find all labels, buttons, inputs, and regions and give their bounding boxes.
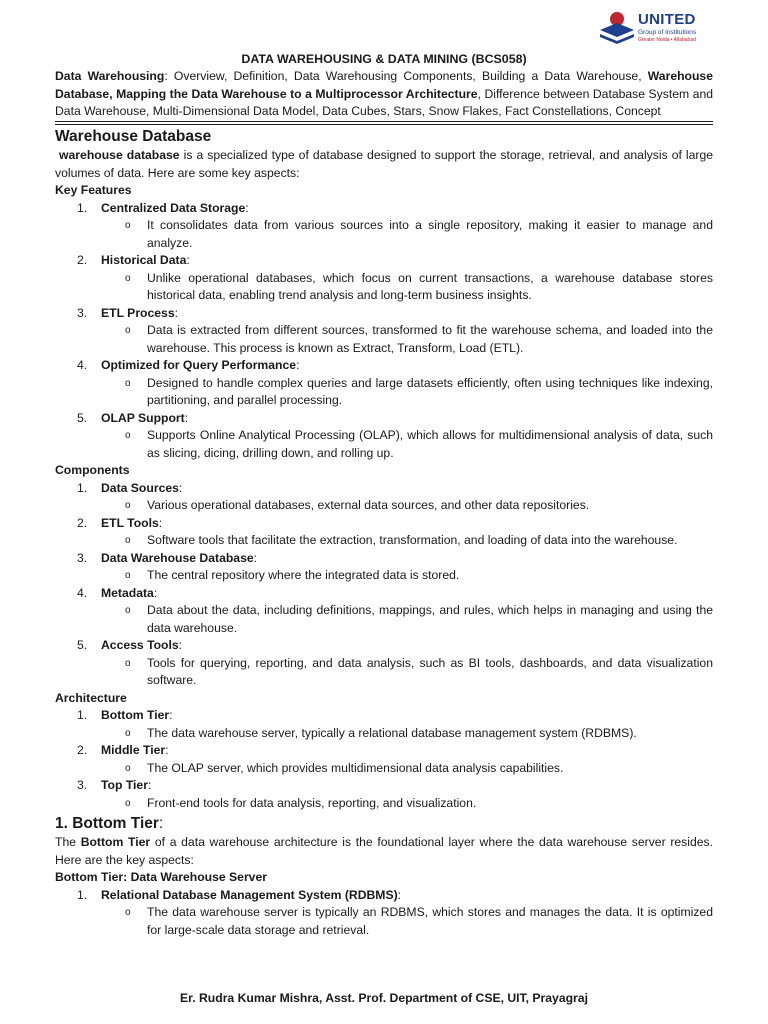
list-item — [55, 357, 713, 410]
architecture-list — [55, 707, 713, 812]
sub-list — [101, 322, 713, 357]
item-number: 1. — [77, 887, 88, 902]
sub-list — [101, 497, 713, 515]
sub-list — [101, 217, 713, 252]
intro-paragraph — [55, 147, 713, 182]
item-number: 4. — [77, 358, 88, 372]
item-number: 4. — [77, 585, 88, 600]
course-title: DATA WAREHOUSING & DATA MINING (BCS058) — [241, 52, 527, 66]
header-rule-thick — [55, 121, 713, 122]
sub-list-item — [101, 270, 713, 305]
list-item — [55, 305, 713, 358]
item-title-suffix: : — [397, 887, 402, 902]
sub-item-text: Various operational databases, external data sources, and other data repositories. — [147, 498, 590, 512]
intro-bold: warehouse database — [59, 148, 180, 162]
item-number: 2. — [77, 743, 88, 757]
page-content — [55, 127, 713, 939]
sub-list — [101, 427, 713, 462]
item-title-suffix: : — [147, 778, 152, 792]
circle-bullet-icon: o — [125, 907, 131, 918]
circle-bullet-icon: o — [125, 797, 131, 809]
sub-list — [101, 655, 713, 690]
list-item — [55, 887, 713, 940]
item-title: Top Tier — [101, 778, 148, 792]
bottom-tier-intro-bold: Bottom Tier — [80, 835, 151, 849]
sub-list-item — [101, 904, 713, 939]
circle-bullet-icon: o — [125, 377, 131, 389]
item-number: 5. — [77, 638, 88, 652]
logo-name: UNITED — [638, 11, 696, 28]
bottom-tier-intro-text: of a data warehouse architecture is the foundational layer where the data warehouse server resides. Here are the key aspects: — [55, 835, 713, 867]
item-title: Data Sources — [101, 480, 179, 495]
sub-list-item — [101, 375, 713, 410]
item-number: 1. — [77, 200, 88, 215]
institution-logo — [598, 10, 716, 46]
sub-list-item — [101, 427, 713, 462]
sub-item-text: It consolidates data from various sources into a single repository, making it easier to manage and analyze. — [147, 218, 713, 250]
sub-list — [101, 532, 713, 550]
item-title-suffix: : — [184, 410, 189, 425]
sub-list — [101, 760, 713, 778]
sub-item-text: Supports Online Analytical Processing (OLAP), which allows for multidimensional analysis of data, such as slicing, dicing, drilling down, and rolling up. — [147, 428, 713, 460]
sub-item-text: Unlike operational databases, which focus on current transactions, a warehouse database stores historical data, enabling trend analysis and long-term business insights. — [147, 270, 713, 302]
sub-item-text: Software tools that facilitate the extraction, transformation, and loading of data into the warehouse. — [147, 533, 678, 547]
item-title: Relational Database Management System (RDBMS) — [101, 887, 398, 902]
list-item — [55, 515, 713, 550]
united-logo-icon — [598, 10, 636, 44]
components-list — [55, 480, 713, 690]
sub-item-text: Tools for querying, reporting, and data analysis, such as BI tools, dashboards, and data visualization software. — [147, 655, 713, 687]
item-title-suffix: : — [169, 708, 173, 722]
syllabus-text-2: , Difference between Database System and Data Warehouse, Multi-Dimensional Data Model, Data Cubes, Stars, Snow Flakes, Fact Constellations, Concept — [55, 86, 713, 119]
item-title: ETL Process — [101, 305, 175, 320]
bottom-tier-list — [55, 887, 713, 940]
item-number: 3. — [77, 305, 88, 320]
sub-item-text: The central repository where the integrated data is stored. — [147, 568, 460, 582]
sub-list — [101, 602, 713, 637]
page-footer: Er. Rudra Kumar Mishra, Asst. Prof. Department of CSE, UIT, Prayagraj — [180, 991, 588, 1005]
circle-bullet-icon: o — [125, 325, 131, 336]
sub-list-item — [101, 567, 713, 585]
circle-bullet-icon: o — [125, 605, 131, 616]
circle-bullet-icon: o — [125, 657, 131, 669]
item-number: 1. — [77, 708, 88, 722]
item-title-suffix: : — [178, 480, 183, 495]
item-title-suffix: : — [245, 200, 249, 215]
item-title-suffix: : — [186, 253, 190, 267]
sub-list-item — [101, 655, 713, 690]
item-title: Metadata — [101, 585, 154, 600]
circle-bullet-icon: o — [125, 570, 131, 581]
syllabus-text-1: : Overview, Definition, Data Warehousing Components, Building a Data Warehouse, — [164, 69, 648, 83]
section-heading-bottom-tier — [55, 814, 713, 834]
sub-list — [101, 795, 713, 813]
sub-list-item — [101, 532, 713, 550]
item-title-suffix: : — [165, 743, 169, 757]
item-title-suffix: : — [296, 358, 300, 372]
syllabus-bold-2: Warehouse Database, Mapping the Data Warehouse to a Multiprocessor Architecture — [55, 69, 713, 101]
sub-list-item — [101, 497, 713, 515]
item-title: Middle Tier — [101, 743, 166, 757]
sub-list — [101, 904, 713, 939]
circle-bullet-icon: o — [125, 500, 131, 511]
sub-item-text: Designed to handle complex queries and large datasets efficiently, often using techniques like indexing, partitioning, and parallel processing. — [147, 375, 713, 407]
section-heading-colon: : — [158, 815, 164, 832]
list-item — [55, 777, 713, 812]
item-title: Optimized for Query Performance — [101, 358, 297, 372]
sub-list-item — [101, 760, 713, 778]
item-title: Historical Data — [101, 253, 187, 267]
item-title: Bottom Tier — [101, 708, 170, 722]
sub-item-text: Front-end tools for data analysis, reporting, and visualization. — [147, 795, 477, 810]
sub-list-item — [101, 795, 713, 813]
sub-item-text: The data warehouse server is typically an RDBMS, which stores and manages the data. It is optimized for large-scale data storage and retrieval. — [147, 905, 713, 937]
item-title-suffix: : — [153, 585, 158, 600]
item-title: OLAP Support — [101, 410, 185, 425]
item-title-suffix: : — [253, 550, 258, 565]
list-item — [55, 707, 713, 742]
item-number: 2. — [77, 515, 88, 530]
sub-item-text: The OLAP server, which provides multidimensional data analysis capabilities. — [147, 760, 564, 775]
item-title: Data Warehouse Database — [101, 550, 254, 565]
item-title: Centralized Data Storage — [101, 200, 246, 215]
bottom-tier-paragraph — [55, 834, 713, 869]
bottom-tier-intro-pre: The — [55, 835, 81, 849]
section-heading-warehouse-database: Warehouse Database — [55, 128, 212, 145]
list-item — [55, 200, 713, 253]
circle-bullet-icon: o — [125, 272, 131, 284]
item-number: 2. — [77, 253, 88, 267]
logo-subtitle: Group of Institutions — [638, 29, 697, 36]
key-features-list — [55, 200, 713, 463]
item-number: 5. — [77, 410, 88, 425]
circle-bullet-icon: o — [125, 430, 131, 441]
sub-item-text: Data about the data, including definitions, mappings, and rules, which helps in managing and using the data warehouse. — [147, 603, 713, 635]
sub-item-text: Data is extracted from different sources, transformed to fit the warehouse schema, and loaded into the warehouse. This process is known as Extract, Transform, Load (ETL). — [147, 323, 713, 355]
item-title-suffix: : — [158, 515, 163, 530]
section-heading-text: 1. Bottom Tier — [55, 815, 159, 832]
item-title-suffix: : — [178, 638, 183, 652]
list-item — [55, 637, 713, 690]
sub-list-item — [101, 725, 713, 743]
item-number: 3. — [77, 550, 88, 565]
item-number: 1. — [77, 480, 88, 495]
sub-list-item — [101, 602, 713, 637]
item-title-suffix: : — [174, 305, 179, 320]
sub-list — [101, 725, 713, 743]
circle-bullet-icon: o — [125, 762, 131, 774]
list-item — [55, 252, 713, 305]
logo-places: Greater Noida • Allahabad — [638, 37, 696, 43]
syllabus-bold-1: Data Warehousing — [55, 69, 165, 83]
item-title: ETL Tools — [101, 515, 159, 530]
item-title: Access Tools — [101, 638, 179, 652]
subheading-data-warehouse-server: Bottom Tier: Data Warehouse Server — [55, 870, 267, 884]
sub-list — [101, 375, 713, 410]
list-item — [55, 585, 713, 638]
sub-list — [101, 567, 713, 585]
list-item — [55, 742, 713, 777]
circle-bullet-icon: o — [125, 220, 131, 231]
list-item — [55, 410, 713, 463]
subheading-architecture: Architecture — [55, 690, 127, 705]
subheading-components: Components — [55, 463, 130, 477]
syllabus-text — [55, 68, 713, 121]
sub-item-text: The data warehouse server, typically a relational database management system (RDBMS). — [147, 725, 637, 740]
item-number: 3. — [77, 778, 88, 792]
sub-list — [101, 270, 713, 305]
circle-bullet-icon: o — [125, 727, 131, 739]
circle-bullet-icon: o — [125, 535, 131, 546]
list-item — [55, 550, 713, 585]
intro-text: is a specialized type of database designed to support the storage, retrieval, and analysis of large volumes of data. Here are some key aspects: — [55, 148, 713, 180]
sub-list-item — [101, 217, 713, 252]
list-item — [55, 480, 713, 515]
subheading-key-features: Key Features — [55, 183, 132, 197]
header-rule-thin — [55, 124, 713, 125]
sub-list-item — [101, 322, 713, 357]
